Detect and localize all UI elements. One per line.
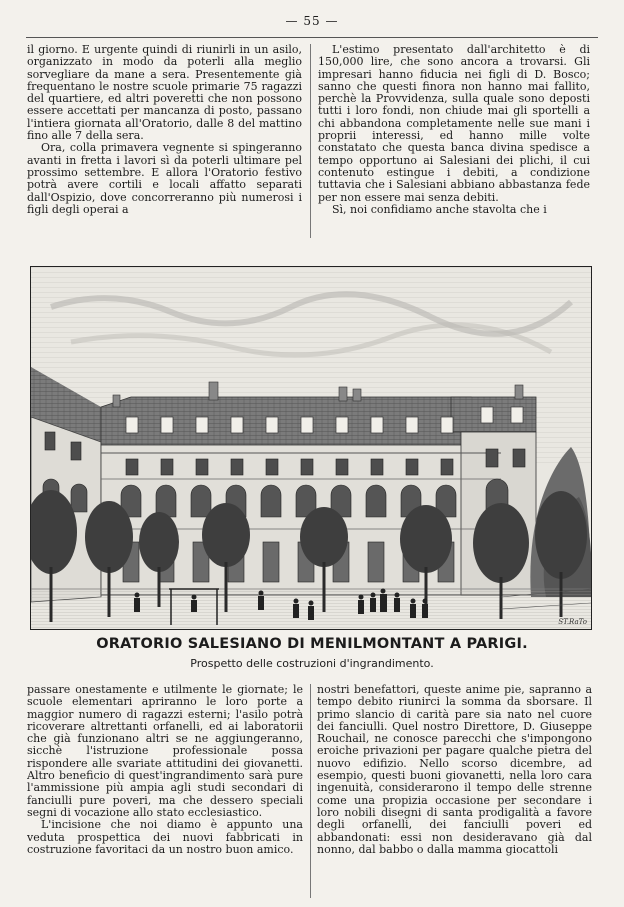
text-column-top-left: [27, 44, 302, 240]
paragraph: L'incisione che noi diamo è appunto una veduta prospettica dei nuovi fabbricati in costruzione favoritaci da un nostro buon amico.: [27, 818, 303, 856]
figure-caption-subtitle: Prospetto delle costruzioni d'ingrandimento.: [190, 657, 434, 670]
engraving-illustration: [30, 266, 592, 630]
paragraph: nostri benefattori, queste anime pie, sapranno a tempo debito riunirci la somma da sborsare. Il primo slancio di carità pare sia nato nel cuore dei fanciulli. Quel nostro Direttore, D. Giuseppe Rouchail, ne conosce parecchi che s'impongono eroiche privazioni per pagare qualche pietra del nuovo edifizio. Nello scorso dicembre, ad esempio, questi buoni giovanetti, nella loro cara ingenuità, considerarono il tempo delle strenne come una propizia occasione per secondare i loro nobili disegni di santa prodigalità a favore degli orfanelli, dei fanciulli poveri ed abbandonati: essi non desideravano già dal nonno, dal babbo o dalla mamma giocattoli: [317, 684, 592, 856]
column-divider: [310, 44, 311, 238]
paragraph: Sì, noi confidiamo anche stavolta che i: [332, 202, 547, 216]
paragraph: Ora, colla primavera vegnente si spingeranno avanti in fretta i lavori sì da poterli ultimare pel prossimo settembre. E allora l'Oratorio festivo potrà avere cortili e locali affatto separati dall'Ospizio, dove concorreranno più numerosi i figli degli operai a: [27, 141, 302, 216]
text-column-top-right: [318, 44, 590, 240]
column-divider: [310, 684, 311, 898]
figure-caption-title: ORATORIO SALESIANO DI MENILMONTANT A PARIGI.: [96, 636, 528, 652]
page-number: — 55 —: [285, 14, 339, 28]
text-column-bottom-right: [317, 684, 592, 898]
paragraph: il giorno. È urgente quindi di riunirli in un asilo, organizzato in modo da poterli alla meglio sorvegliare da mane a sera. Presentemente già frequentano le nostre scuole primarie 75 ragazzi del quartiere, ed altri poveretti che non possono essere accettati per mancanza di posto, passano l'intiera giornata all'Oratorio, dalle 8 del mattino fino alle 7 della sera.: [27, 44, 302, 143]
text-column-bottom-left: [27, 684, 303, 898]
paragraph: L'estimo presentato dall'architetto è di 150,000 lire, che sono ancora a trovarsi. Gli impresari hanno fiducia nei figli di D. Bosco; sanno che questi finora non hanno mai fallito, perchè la Provvidenza, sulla quale sono deposti tutti i loro fondi, non chiude mai gli sportelli a chi abbandona completamente nelle sue mani i proprii interessi, ed hanno mille volte constatato che questa banca divina spedisce a tempo opportuno ai Salesiani dei plichi, il cui contenuto estingue i debiti, a condizione tuttavia che i Salesiani abbiano abbastanza fede per non essere mai senza debiti.: [318, 44, 590, 204]
header-rule: [26, 37, 598, 38]
engraver-signature: ST.RaTo: [558, 618, 587, 626]
paragraph: passare onestamente e utilmente le giornate; le scuole elementari apriranno le loro porte a maggior numero di ragazzi esterni; l'asilo potrà ricoverare altrettanti orfanelli, ed ai laboratorii che già funzionano altri se ne aggiungeranno, sicchè l'istruzione professionale possa rispondere alle svariate attitudini dei giovanetti. Altro beneficio di quest'ingrandimento sarà pure l'ammissione più ampia agli studi secondari di fanciulli pure poveri, ma che dessero speciali segni di vocazione allo stato ecclesiastico.: [27, 684, 303, 819]
